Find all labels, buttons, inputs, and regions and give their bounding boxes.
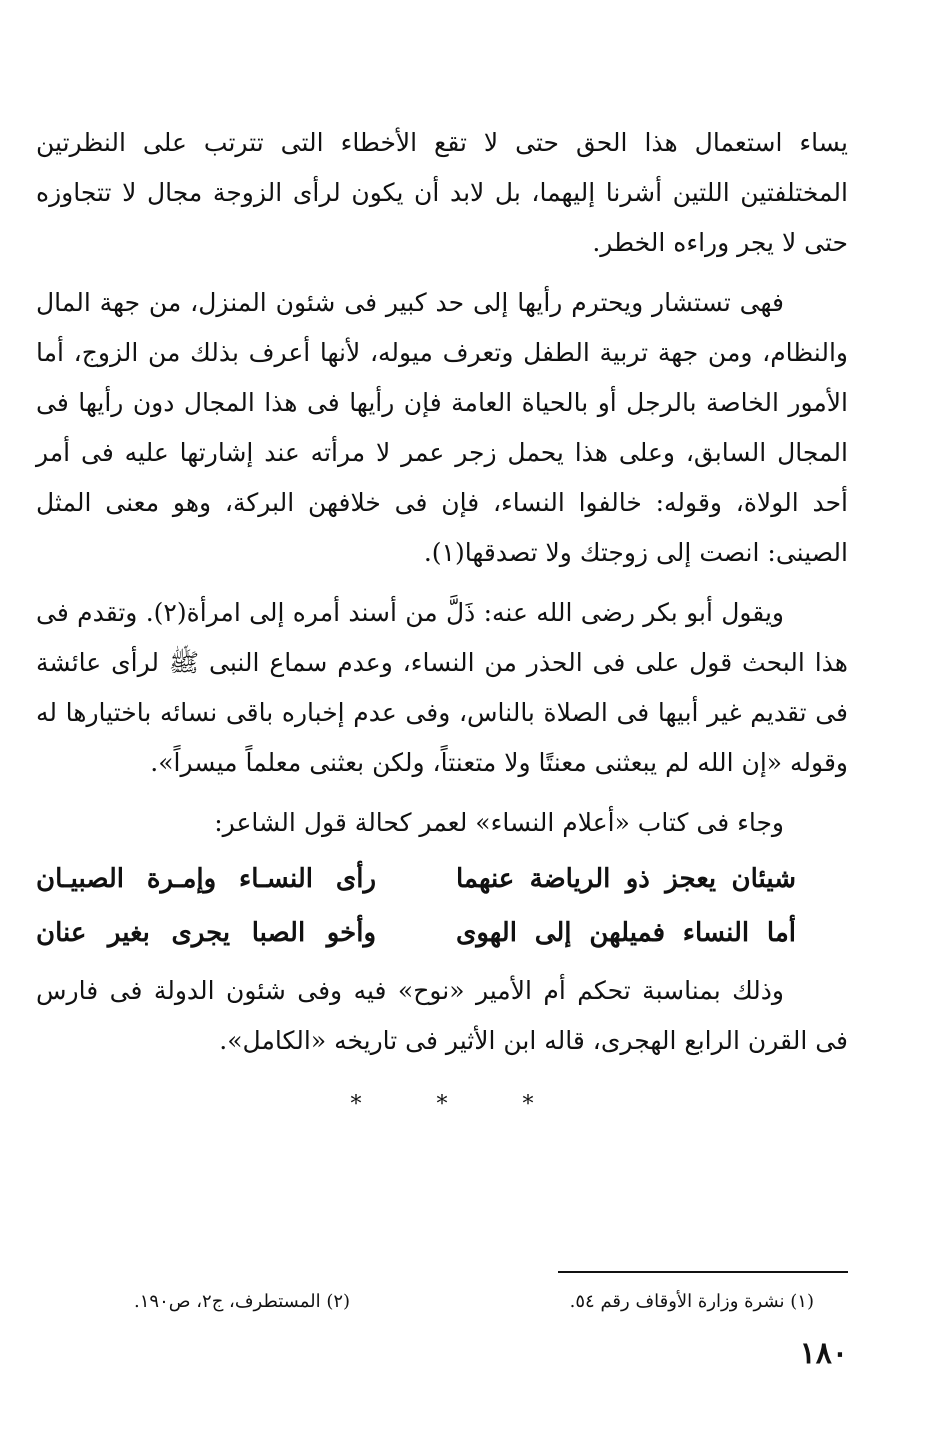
footnote-divider xyxy=(558,1271,848,1273)
poem-verse-2 xyxy=(36,906,848,960)
page-body xyxy=(36,118,848,1117)
paragraph-gap xyxy=(36,578,848,588)
poem-verse-1 xyxy=(36,852,848,906)
poem-hemistich-left: وأخو الصبا يجرى بغير عنان xyxy=(36,918,376,948)
poem-hemistich-right: شيئان يعجز ذو الرياضة عنهما xyxy=(456,864,796,894)
page-number: ١٨٠ xyxy=(799,1336,848,1371)
section-separator: * * * xyxy=(350,1092,568,1117)
poem-hemistich-left: رأى النسـاء وإمـرة الصبيـان xyxy=(36,864,376,894)
paragraph-3: ويقول أبو بكر رضى الله عنه: ذَلَّ من أسند أمره إلى امرأة(٢). وتقدم فى هذا البحث قول على فى الحذر من النساء، وعدم سماع النبى ﷺ لرأى عائشة فى تقديم غير أبيها فى الصلاة بالناس، وفى عدم إخباره باقى نسائه باختيارها له وقوله «إن الله لم يبعثنى معنتًا ولا متعنتاً، ولكن بعثنى معلماً ميسراً». xyxy=(36,598,848,777)
paragraph-5: وذلك بمناسبة تحكم أم الأمير «نوح» فيه وفى شئون الدولة فى فارس فى القرن الرابع الهجرى، قاله ابن الأثير فى تاريخه «الكامل». xyxy=(36,976,848,1055)
footnote-2: (٢) المستطرف، ج٢، ص١٩٠. xyxy=(134,1291,351,1312)
paragraph-gap xyxy=(36,268,848,278)
paragraph-gap xyxy=(36,788,848,798)
paragraph-2: فهى تستشار ويحترم رأيها إلى حد كبير فى شئون المنزل، من جهة المال والنظام، ومن جهة تربية الطفل وتعرف ميوله، لأنها أعرف بذلك من الزوج، أما الأمور الخاصة بالرجل أو بالحياة العامة فإن رأيها فى هذا المجال دون رأيها فى المجال السابق، وعلى هذا يحمل زجر عمر لا مرأته عند إشارتها عليه فى أمر أحد الولاة، وقوله: خالفوا النساء، فإن فى خلافهن البركة، وهو معنى المثل الصينى: انصت إلى زوجتك ولا تصدقها(١). xyxy=(36,288,848,567)
poem-hemistich-right: أما النساء فميلهن إلى الهوى xyxy=(456,918,796,948)
paragraph-4: وجاء فى كتاب «أعلام النساء» لعمر كحالة قول الشاعر: xyxy=(214,808,784,837)
footnotes xyxy=(134,1288,814,1316)
poem xyxy=(36,852,848,960)
footnote-1: (١) نشرة وزارة الأوقاف رقم ٥٤. xyxy=(569,1291,814,1312)
paragraph-1: يساء استعمال هذا الحق حتى لا تقع الأخطاء التى تترتب على النظرتين المختلفتين اللتين أشرنا إليهما، بل لابد أن يكون لرأى الزوجة مجال لا تتجاوزه حتى لا يجر وراءه الخطر. xyxy=(36,128,848,257)
